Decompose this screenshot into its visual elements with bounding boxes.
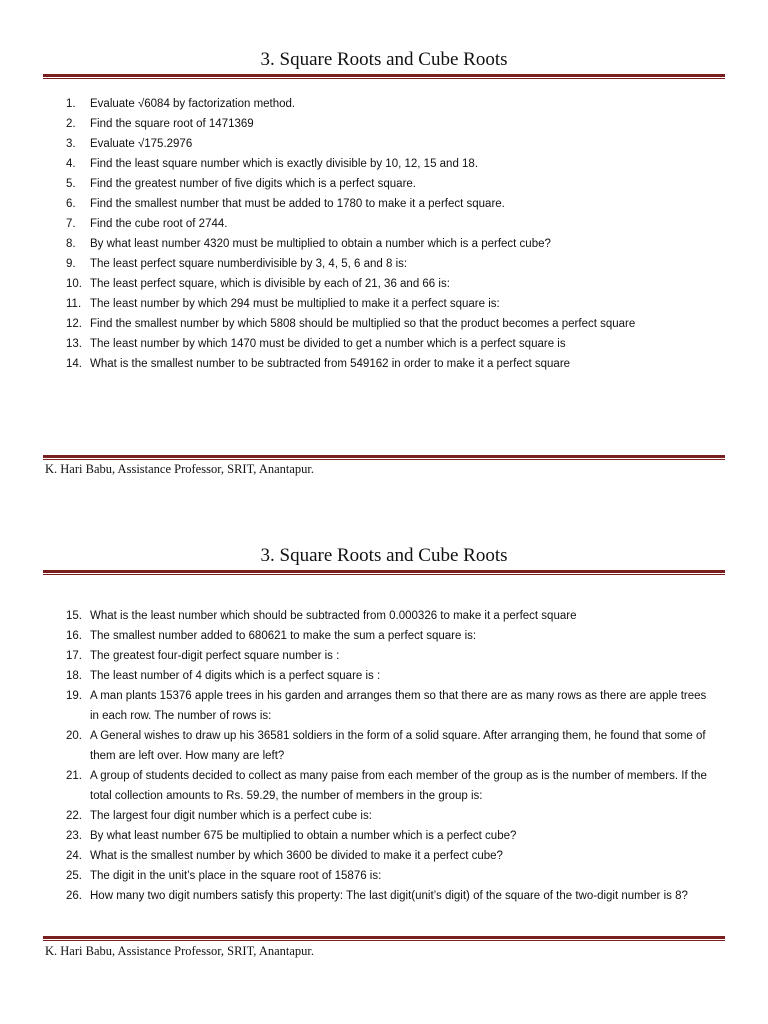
question-text: A group of students decided to collect as many paise from each member of the group as is the number of members. If the total collection amounts to Rs. 59.29, the number of members in the group is:	[90, 770, 707, 802]
question-item	[0, 606, 710, 626]
question-item	[0, 826, 710, 846]
question-item	[0, 666, 710, 686]
question-number: 13.	[66, 338, 82, 350]
question-item	[0, 626, 710, 646]
question-item	[0, 154, 710, 174]
question-text: What is the smallest number by which 3600 be divided to make it a perfect cube?	[90, 850, 503, 862]
question-item	[0, 254, 710, 274]
question-item	[0, 294, 710, 314]
question-text: How many two digit numbers satisfy this property: The last digit(unit’s digit) of the square of the two-digit number is 8?	[90, 890, 688, 902]
question-text: By what least number 4320 must be multiplied to obtain a number which is a perfect cube?	[90, 238, 551, 250]
question-item	[0, 726, 710, 766]
question-item	[0, 274, 710, 294]
question-number: 16.	[66, 630, 82, 642]
question-number: 17.	[66, 650, 82, 662]
question-text: Find the greatest number of five digits which is a perfect square.	[90, 178, 416, 190]
question-text: The largest four digit number which is a perfect cube is:	[90, 810, 372, 822]
question-text: Find the square root of 1471369	[90, 118, 254, 130]
question-item	[0, 94, 710, 114]
question-item	[0, 866, 710, 886]
question-number: 1.	[66, 98, 76, 110]
question-text: What is the least number which should be subtracted from 0.000326 to make it a perfect square	[90, 610, 577, 622]
question-text: The least number by which 294 must be multiplied to make it a perfect square is:	[90, 298, 500, 310]
question-text: Find the cube root of 2744.	[90, 218, 228, 230]
question-text: The digit in the unit’s place in the square root of 15876 is:	[90, 870, 382, 882]
question-number: 7.	[66, 218, 76, 230]
question-text: The least perfect square numberdivisible by 3, 4, 5, 6 and 8 is:	[90, 258, 408, 270]
question-item	[0, 354, 710, 374]
question-number: 2.	[66, 118, 76, 130]
question-text: The least number by which 1470 must be divided to get a number which is a perfect square is	[90, 338, 566, 350]
question-number: 19.	[66, 690, 82, 702]
question-number: 25.	[66, 870, 82, 882]
question-number: 3.	[66, 138, 76, 150]
question-list	[0, 606, 710, 906]
question-item	[0, 806, 710, 826]
question-number: 24.	[66, 850, 82, 862]
footer-author: K. Hari Babu, Assistance Professor, SRIT, Anantapur.	[45, 944, 315, 958]
question-text: The greatest four-digit perfect square number is :	[90, 650, 340, 662]
question-text: Find the least square number which is exactly divisible by 10, 12, 15 and 18.	[90, 158, 479, 170]
question-text: By what least number 675 be multiplied to obtain a number which is a perfect cube?	[90, 830, 517, 842]
question-text: Evaluate √6084 by factorization method.	[90, 98, 296, 110]
question-item	[0, 174, 710, 194]
question-item	[0, 214, 710, 234]
question-text: Evaluate √175.2976	[90, 138, 193, 150]
header-divider	[43, 74, 725, 79]
question-list	[0, 94, 710, 374]
question-item	[0, 886, 710, 906]
question-number: 23.	[66, 830, 82, 842]
question-text: Find the smallest number by which 5808 should be multiplied so that the product becomes a perfect square	[90, 318, 636, 330]
question-item	[0, 314, 710, 334]
question-item	[0, 846, 710, 866]
question-number: 4.	[66, 158, 76, 170]
question-number: 22.	[66, 810, 82, 822]
question-item	[0, 686, 710, 726]
question-number: 26.	[66, 890, 82, 902]
question-text: What is the smallest number to be subtracted from 549162 in order to make it a perfect square	[90, 358, 571, 370]
question-item	[0, 234, 710, 254]
footer-author: K. Hari Babu, Assistance Professor, SRIT, Anantapur.	[45, 462, 315, 476]
question-number: 12.	[66, 318, 82, 330]
question-item	[0, 646, 710, 666]
question-text: Find the smallest number that must be added to 1780 to make it a perfect square.	[90, 198, 505, 210]
question-number: 15.	[66, 610, 82, 622]
question-number: 5.	[66, 178, 76, 190]
question-item	[0, 194, 710, 214]
question-number: 10.	[66, 278, 82, 290]
question-text: A man plants 15376 apple trees in his garden and arranges them so that there are as many rows as there are apple trees in each row. The number of rows is:	[90, 690, 707, 722]
question-item	[0, 334, 710, 354]
question-item	[0, 134, 710, 154]
question-text: The least number of 4 digits which is a perfect square is :	[90, 670, 381, 682]
page-title: 3. Square Roots and Cube Roots	[260, 545, 508, 566]
question-number: 14.	[66, 358, 82, 370]
question-number: 9.	[66, 258, 76, 270]
question-number: 18.	[66, 670, 82, 682]
question-text: The least perfect square, which is divisible by each of 21, 36 and 66 is:	[90, 278, 450, 290]
footer-divider	[43, 936, 725, 941]
question-number: 21.	[66, 770, 82, 782]
question-item	[0, 114, 710, 134]
page-title: 3. Square Roots and Cube Roots	[260, 49, 508, 70]
question-item	[0, 766, 710, 806]
question-number: 11.	[66, 298, 82, 310]
question-number: 8.	[66, 238, 76, 250]
header-divider	[43, 570, 725, 575]
question-number: 20.	[66, 730, 82, 742]
footer-divider	[43, 455, 725, 460]
question-number: 6.	[66, 198, 76, 210]
question-text: A General wishes to draw up his 36581 soldiers in the form of a solid square. After arranging them, he found that some of them are left over. How many are left?	[90, 730, 706, 762]
question-text: The smallest number added to 680621 to make the sum a perfect square is:	[90, 630, 477, 642]
